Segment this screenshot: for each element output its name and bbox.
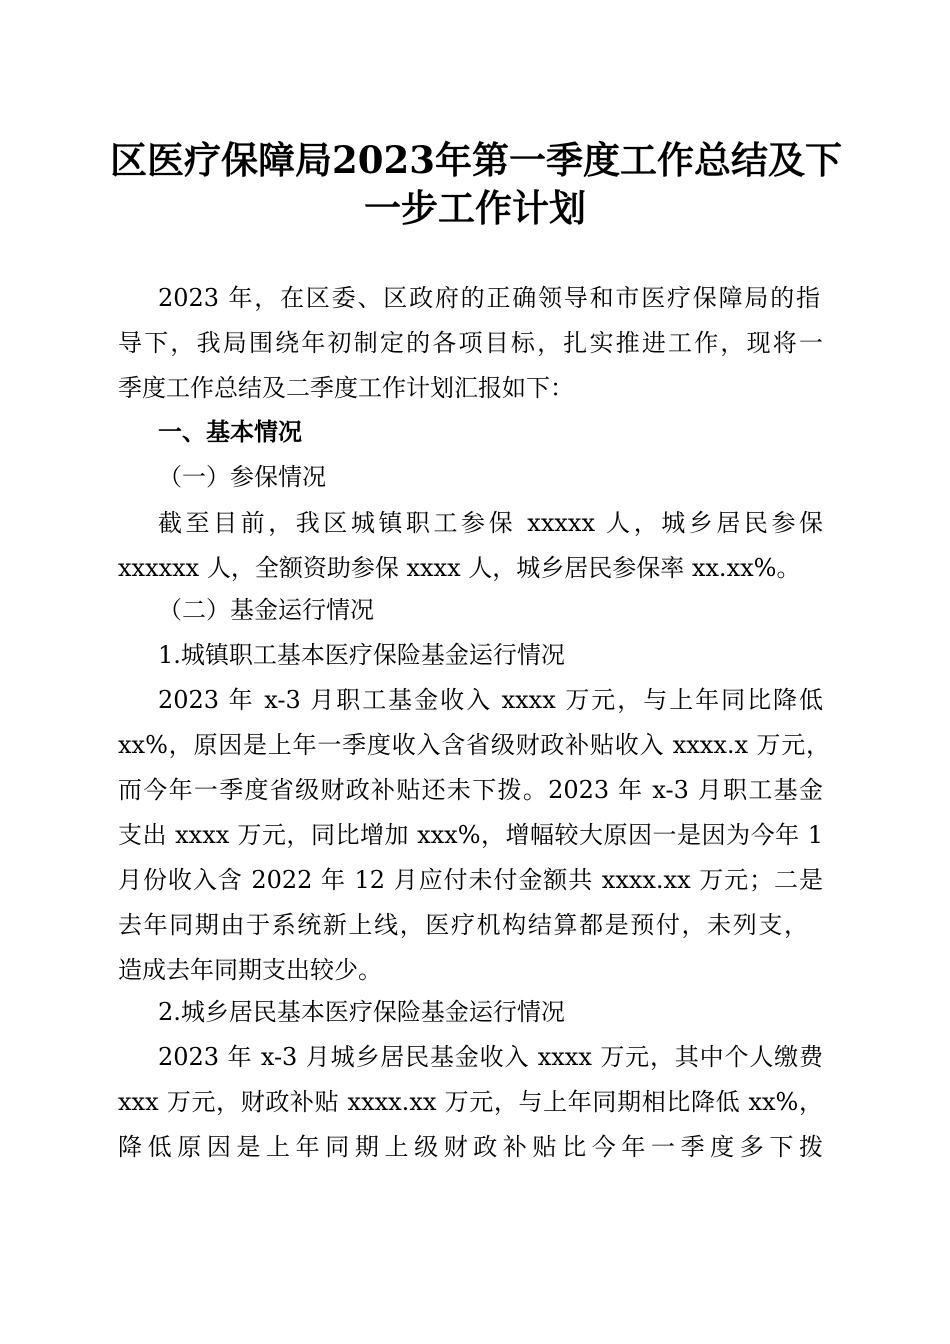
intro-paragraph-line: 季度工作总结及二季度工作计划汇报如下： (118, 374, 574, 402)
intro-paragraph-line: 2023 年，在区委、区政府的正确领导和市医疗保障局的指 (158, 284, 820, 312)
enrollment-paragraph-line: 截至目前，我区城镇职工参保 xxxxx 人，城乡居民参保 (158, 509, 823, 537)
item-heading-employee-fund: 1.城镇职工基本医疗保险基金运行情况 (158, 641, 565, 669)
document-title-line-1: 区医疗保障局2023年第一季度工作总结及下 (110, 138, 842, 182)
subsection-heading-fund-operation: （二）基金运行情况 (158, 596, 374, 624)
resident-fund-paragraph-line: xxx 万元，财政补贴 xxxx.xx 万元，与上年同期相比降低 xx%， (118, 1088, 823, 1116)
item-heading-resident-fund: 2.城乡居民基本医疗保险基金运行情况 (158, 998, 565, 1026)
resident-fund-paragraph-line: 2023 年 x-3 月城乡居民基金收入 xxxx 万元，其中个人缴费 (158, 1043, 823, 1071)
intro-paragraph-line: 导下，我局围绕年初制定的各项目标，扎实推进工作，现将一 (118, 329, 823, 357)
employee-fund-paragraph-line: 去年同期由于系统新上线，医疗机构结算都是预付，未列支， (118, 911, 808, 939)
section-heading-basic-situation: 一、基本情况 (158, 418, 302, 446)
employee-fund-paragraph-line: xx%，原因是上年一季度收入含省级财政补贴收入 xxxx.x 万元， (118, 731, 830, 759)
employee-fund-paragraph-line: 而今年一季度省级财政补贴还未下拨。2023 年 x-3 月职工基金 (118, 776, 823, 804)
employee-fund-paragraph-line: 造成去年同期支出较少。 (118, 956, 382, 984)
document-title-line-2: 一步工作计划 (364, 186, 586, 230)
employee-fund-paragraph-line: 支出 xxxx 万元，同比增加 xxx%，增幅较大原因一是因为今年 1 (118, 821, 823, 849)
employee-fund-paragraph-line: 月份收入含 2022 年 12 月应付未付金额共 xxxx.xx 万元；二是 (118, 866, 823, 894)
resident-fund-paragraph-line: 降低原因是上年同期上级财政补贴比今年一季度多下拨 (118, 1133, 823, 1161)
enrollment-paragraph-line: xxxxxx 人，全额资助参保 xxxx 人，城乡居民参保率 xx.xx%。 (118, 554, 801, 582)
employee-fund-paragraph-line: 2023 年 x-3 月职工基金收入 xxxx 万元，与上年同比降低 (158, 686, 823, 714)
subsection-heading-enrollment: （一）参保情况 (158, 463, 326, 491)
